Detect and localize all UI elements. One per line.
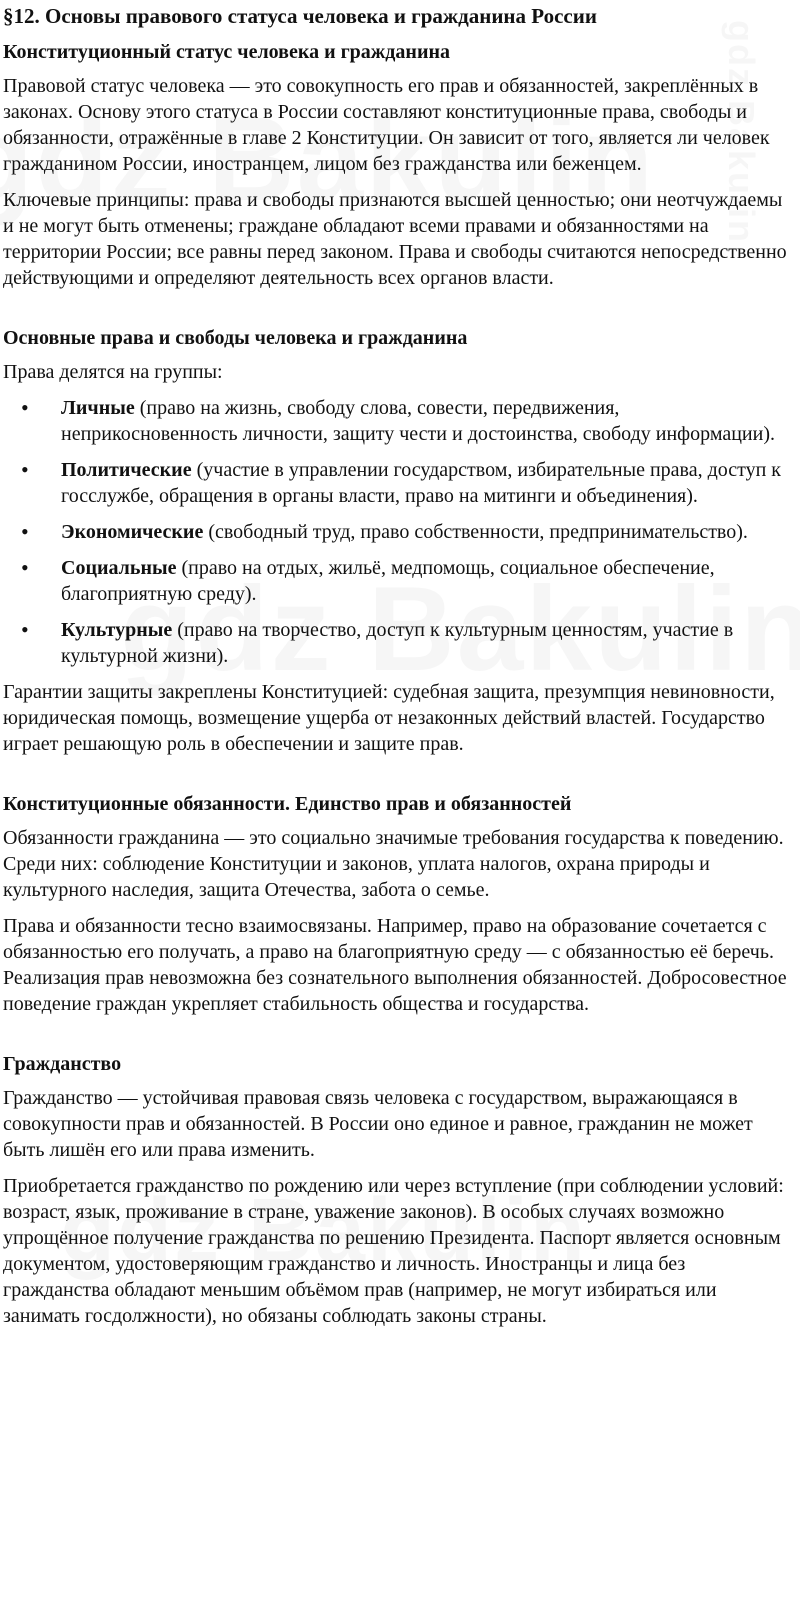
list-item: [3, 519, 792, 545]
list-item-text: (право на жизнь, свободу слова, совести, передвижения, неприкосновенность личности, защиту чести и достоинства, свободу информации).: [61, 397, 775, 445]
list-item-term: Социальные: [61, 557, 177, 579]
list-item: [3, 395, 792, 447]
list-item-term: Культурные: [61, 619, 173, 641]
section-heading: Конституционный статус человека и гражданина: [3, 41, 450, 63]
paragraph: Правовой статус человека — это совокупность его прав и обязанностей, закреплённых в законах. Основу этого статуса в России составляют конституционные права, свободы и обязанности, отражённые в главе 2 Конституции. Он зависит от того, является ли человек гражданином России, иностранцем, лицом без гражданства или беженцем.: [3, 75, 770, 175]
section-heading: Гражданство: [3, 1053, 122, 1075]
paragraph: Приобретается гражданство по рождению или через вступление (при соблюдении условий: возраст, язык, проживание в стране, уважение законов). В особых случаях возможно упрощённое получение гражданства по решению Президента. Паспорт является основным документом, удостоверяющим гражданство и личность. Иностранцы и лица без гражданства обладают меньшим объёмом прав (например, не могут избираться или занимать госдолжности), но обязаны соблюдать законы страны.: [3, 1175, 784, 1327]
list-item: [3, 617, 792, 669]
list-item-term: Личные: [61, 397, 135, 419]
bullet-icon: •: [21, 395, 29, 420]
list-item-text: (право на творчество, доступ к культурным ценностям, участие в культурной жизни).: [61, 619, 734, 667]
paragraph: Права делятся на группы:: [3, 361, 223, 383]
paragraph: Гарантии защиты закреплены Конституцией: судебная защита, презумпция невиновности, юридическая помощь, возмещение ущерба от незаконных действий властей. Государство играет решающую роль в обеспечении и защите прав.: [3, 681, 775, 755]
paragraph: Обязанности гражданина — это социально значимые требования государства к поведению. Среди них: соблюдение Конституции и законов, уплата налогов, охрана природы и культурного наследия, защита Отечества, забота о семье.: [3, 827, 784, 901]
bullet-icon: •: [21, 555, 29, 580]
list-item-term: Экономические: [61, 521, 204, 543]
rights-list: [3, 395, 792, 669]
bullet-icon: •: [21, 519, 29, 544]
bullet-icon: •: [21, 457, 29, 482]
list-item: [3, 555, 792, 607]
list-item-text: (участие в управлении государством, избирательные права, доступ к госслужбе, обращения в органы власти, право на митинги и объединения).: [61, 459, 782, 507]
paragraph: Ключевые принципы: права и свободы признаются высшей ценностью; они неотчуждаемы и не могут быть отменены; граждане обладают всеми правами и обязанностями на территории России; все равны перед законом. Права и свободы считаются непосредственно действующими и определяют деятельность всех органов власти.: [3, 189, 787, 289]
section-heading: Основные права и свободы человека и гражданина: [3, 327, 468, 349]
paragraph: Права и обязанности тесно взаимосвязаны. Например, право на образование сочетается с обязанностью его получать, а право на благоприятную среду — с обязанностью её беречь. Реализация прав невозможна без сознательного выполнения обязанностей. Добросовестное поведение граждан укрепляет стабильность общества и государства.: [3, 915, 787, 1015]
list-item-text: (свободный труд, право собственности, предпринимательство).: [203, 521, 748, 543]
list-item: [3, 457, 792, 509]
section-heading: Конституционные обязанности. Единство прав и обязанностей: [3, 793, 572, 815]
bullet-icon: •: [21, 617, 29, 642]
paragraph: Гражданство — устойчивая правовая связь человека с государством, выражающаяся в совокупности прав и обязанностей. В России оно единое и равное, гражданин не может быть лишён его или права изменить.: [3, 1087, 753, 1161]
list-item-term: Политические: [61, 459, 192, 481]
list-item-text: (право на отдых, жильё, медпомощь, социальное обеспечение, благоприятную среду).: [61, 557, 715, 605]
document-content: [3, 3, 792, 1329]
page-title: §12. Основы правового статуса человека и гражданина России: [3, 4, 597, 28]
